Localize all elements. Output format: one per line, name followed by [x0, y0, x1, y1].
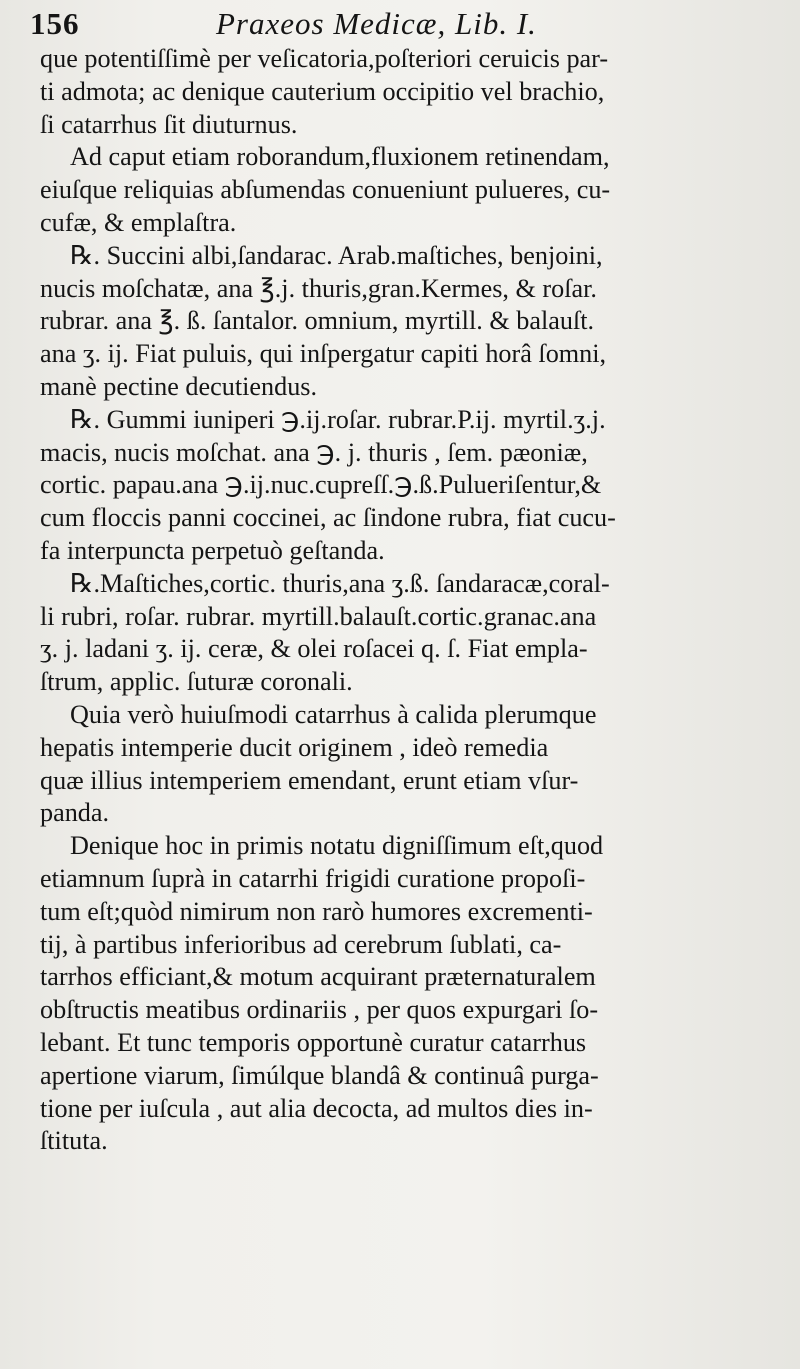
text-line: tum eſt;quòd nimirum non rarò humores excrementi-	[40, 896, 593, 926]
text-line: ʒ. j. ladani ʒ. ij. ceræ, & olei roſacei q. ſ. Fiat empla-	[40, 634, 588, 664]
text-line: ſi catarrhus ſit diuturnus.	[40, 109, 298, 139]
text-line: Denique hoc in primis notatu digniſſimum eſt,quod	[70, 831, 604, 861]
paragraph	[40, 568, 765, 699]
page-number: 156	[30, 6, 80, 41]
running-title: Praxeos Medicæ, Lib. I.	[216, 6, 537, 41]
text-line: li rubri, roſar. rubrar. myrtill.balauſt.cortic.granac.ana	[40, 601, 597, 631]
text-line: tione per iuſcula , aut alia decocta, ad multos dies in-	[40, 1093, 593, 1123]
paragraph	[40, 141, 765, 239]
text-line: manè pectine decutiendus.	[40, 371, 318, 401]
text-line: que potentiſſimè per veſicatoria,poſteriori ceruicis par-	[40, 44, 609, 73]
text-line: ſtituta.	[40, 1126, 108, 1156]
text-line: ſtrum, applic. ſuturæ coronali.	[40, 667, 353, 697]
text-line: obſtructis meatibus ordinariis , per quos expurgari ſo-	[40, 995, 599, 1025]
text-line: apertione viarum, ſimúlque blandâ & continuâ purga-	[40, 1060, 599, 1090]
paragraph	[40, 404, 765, 568]
text-line: panda.	[40, 798, 110, 828]
page-header	[30, 2, 770, 46]
text-line: cufæ, & emplaſtra.	[40, 207, 237, 237]
text-line: etiamnum ſuprà in catarrhi frigidi curatione propoſi-	[40, 863, 586, 893]
text-line: rubrar. ana ℥. ß. ſantalor. omnium, myrtill. & balauſt.	[40, 306, 595, 336]
text-line: Ad caput etiam roborandum,fluxionem retinendam,	[70, 142, 610, 172]
text-line: cortic. papau.ana ℈.ij.nuc.cupreſſ.℈.ß.Pulueriſentur,&	[40, 470, 602, 500]
text-line: ti admota; ac denique cauterium occipitio vel brachio,	[40, 76, 605, 106]
text-line: nucis moſchatæ, ana ℥.j. thuris,gran.Kermes, & roſar.	[40, 273, 597, 303]
text-line: lebant. Et tunc temporis opportunè curatur catarrhus	[40, 1027, 587, 1057]
text-line: ℞. Succini albi,ſandarac. Arab.maſtiches, benjoini,	[70, 240, 603, 270]
paragraph	[40, 699, 765, 830]
paragraph	[40, 830, 765, 1158]
text-line: ℞. Gummi iuniperi ℈.ij.roſar. rubrar.P.ij. myrtil.ʒ.j.	[70, 404, 606, 434]
text-line: quæ illius intemperiem emendant, erunt etiam vſur-	[40, 765, 579, 795]
body-text	[40, 43, 765, 1158]
text-line: eiuſque reliquias abſumendas conueniunt pulueres, cu-	[40, 175, 611, 205]
text-line: tij, à partibus inferioribus ad cerebrum ſublati, ca-	[40, 929, 562, 959]
text-line: macis, nucis moſchat. ana ℈. j. thuris , ſem. pæoniæ,	[40, 437, 588, 467]
text-line: ℞.Maſtiches,cortic. thuris,ana ʒ.ß. ſandaracæ,coral-	[70, 568, 610, 598]
text-line: fa interpuncta perpetuò geſtanda.	[40, 535, 385, 565]
text-line: cum floccis panni coccinei, ac ſindone rubra, fiat cucu-	[40, 503, 616, 533]
text-line: hepatis intemperie ducit originem , ideò remedia	[40, 732, 549, 762]
text-line: ana ʒ. ij. Fiat puluis, qui inſpergatur capiti horâ ſomni,	[40, 339, 607, 369]
paragraph	[40, 240, 765, 404]
paragraph	[40, 43, 765, 141]
text-line: tarrhos efficiant,& motum acquirant præternaturalem	[40, 962, 596, 992]
text-line: Quia verò huiuſmodi catarrhus à calida plerumque	[70, 699, 597, 729]
